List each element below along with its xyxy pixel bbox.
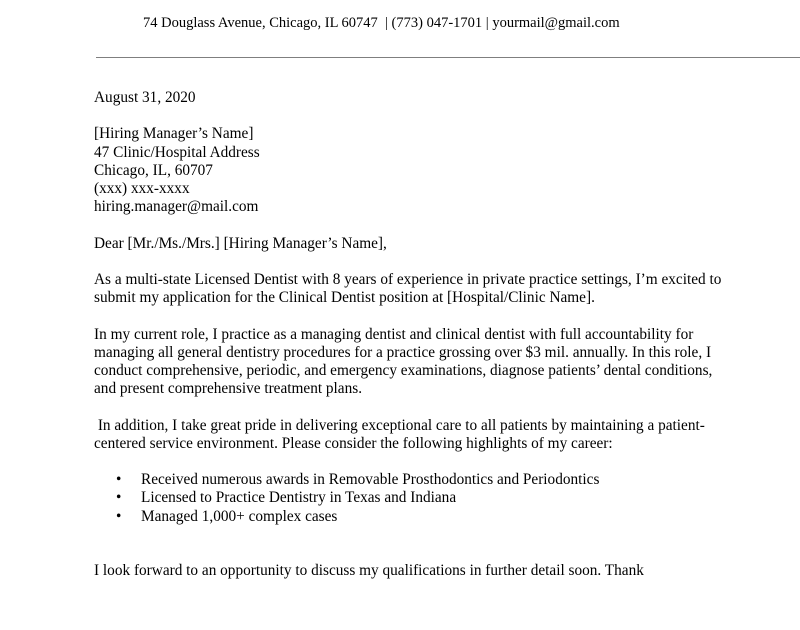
recipient-address: 47 Clinic/Hospital Address (94, 143, 260, 161)
recipient-name: [Hiring Manager’s Name] (94, 125, 254, 143)
recipient-city: Chicago, IL, 60707 (94, 161, 213, 179)
bullet-icon: • (116, 471, 122, 489)
salutation: Dear [Mr./Ms./Mrs.] [Hiring Manager’s Name], (94, 234, 387, 252)
letter-date: August 31, 2020 (94, 89, 196, 106)
list-item (94, 489, 734, 507)
paragraph-current-role: In my current role, I practice as a managing dentist and clinical dentist with full accountability for managing all general dentistry procedures for a practice grossing over $3 mil. annually. In this role, I conduct comprehensive, periodic, and emergency examinations, diagnose patients’ dental conditions, and present comprehensive treatment plans. (94, 325, 717, 398)
highlight-text: Managed 1,000+ complex cases (141, 507, 338, 525)
bullet-icon: • (116, 489, 122, 507)
paragraph-highlights-intro: In addition, I take great pride in delivering exceptional care to all patients by maintaining a patient-centered service environment. Please consider the following highlights of my career: (94, 416, 705, 452)
bullet-icon: • (116, 507, 122, 525)
paragraph-closing: I look forward to an opportunity to discuss my qualifications in further detail soon. Thank (94, 562, 644, 580)
career-highlights-list (94, 471, 734, 526)
highlight-text: Licensed to Practice Dentistry in Texas and Indiana (141, 489, 457, 507)
header-contact-line: 74 Douglass Avenue, Chicago, IL 60747 | (773) 047-1701 | yourmail@gmail.com (143, 15, 620, 31)
recipient-email: hiring.manager@mail.com (94, 198, 259, 216)
recipient-phone: (xxx) xxx-xxxx (94, 180, 190, 197)
header-divider (96, 57, 800, 58)
recipient-block (94, 125, 734, 216)
highlight-text: Received numerous awards in Removable Prosthodontics and Periodontics (141, 471, 600, 489)
letter-body (94, 89, 734, 599)
list-item (94, 508, 734, 526)
paragraph-intro: As a multi-state Licensed Dentist with 8 years of experience in private practice settings, I’m excited to submit my application for the Clinical Dentist position at [Hospital/Clinic Name]. (94, 270, 726, 307)
list-item (94, 471, 734, 489)
